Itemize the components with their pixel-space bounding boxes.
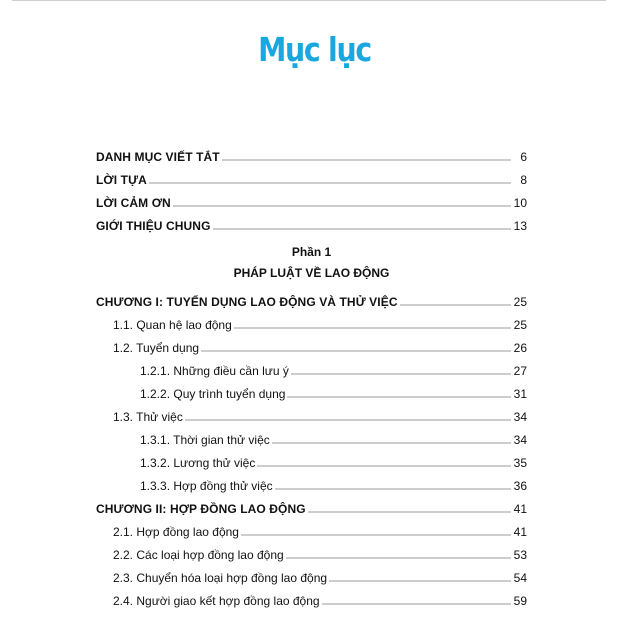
toc-page-number: 26 — [513, 341, 527, 355]
toc-page-number: 34 — [513, 433, 527, 447]
toc-label: LỜI TỰA — [96, 173, 147, 187]
toc-entry-2-3 — [96, 562, 527, 585]
toc-page-number: 36 — [513, 479, 527, 493]
toc-label: 1.3. Thử việc — [113, 410, 183, 424]
dot-leader — [272, 441, 511, 444]
table-of-contents — [96, 141, 527, 608]
toc-entry-gioi-thieu-chung — [96, 210, 527, 233]
dot-leader — [275, 487, 511, 490]
dot-leader — [173, 204, 511, 207]
spacer — [96, 233, 527, 242]
dot-leader — [241, 533, 511, 536]
toc-page-number: 6 — [520, 150, 527, 164]
toc-label: 1.3.1. Thời gian thử việc — [140, 433, 270, 447]
dot-leader — [400, 303, 511, 306]
dot-leader — [234, 326, 511, 329]
part-name: PHÁP LUẬT VỀ LAO ĐỘNG — [233, 266, 390, 280]
toc-page-number: 59 — [513, 594, 527, 608]
dot-leader — [286, 556, 511, 559]
toc-entry-1-3 — [96, 401, 527, 424]
toc-entry-1-3-1 — [96, 424, 527, 447]
dot-leader — [185, 418, 511, 421]
toc-entry-1-2 — [96, 332, 527, 355]
toc-label: 1.3.2. Lương thử việc — [140, 456, 256, 470]
toc-page-number: 54 — [513, 571, 527, 585]
toc-page-number: 53 — [513, 548, 527, 562]
toc-label: LỜI CẢM ƠN — [96, 196, 171, 210]
toc-entry-1-3-3 — [96, 470, 527, 493]
dot-leader — [213, 227, 511, 230]
toc-entry-chapter-1 — [96, 286, 527, 309]
dot-leader — [257, 464, 511, 467]
toc-label: 2.2. Các loại hợp đồng lao động — [113, 548, 284, 562]
toc-label: CHƯƠNG I: TUYỂN DỤNG LAO ĐỘNG VÀ THỬ VIỆC — [96, 295, 398, 309]
toc-entry-1-2-2 — [96, 378, 527, 401]
toc-page-number: 25 — [513, 295, 527, 309]
dot-leader — [329, 579, 511, 582]
toc-entry-2-4 — [96, 585, 527, 608]
page-title: Mục lục — [258, 30, 371, 69]
dot-leader — [287, 395, 511, 398]
toc-page-number: 8 — [520, 173, 527, 187]
toc-page-number: 13 — [513, 219, 527, 233]
toc-page-number: 41 — [513, 525, 527, 539]
toc-page-number: 31 — [513, 387, 527, 401]
toc-entry-loi-cam-on — [96, 187, 527, 210]
toc-page-number: 27 — [513, 364, 527, 378]
toc-label: 2.1. Hợp đồng lao động — [113, 525, 239, 539]
toc-label: 1.1. Quan hệ lao động — [113, 318, 232, 332]
toc-label: CHƯƠNG II: HỢP ĐỒNG LAO ĐỘNG — [96, 502, 306, 516]
dot-leader — [201, 349, 511, 352]
toc-label: 1.2.1. Những điều cần lưu ý — [140, 364, 289, 378]
toc-entry-loi-tua — [96, 164, 527, 187]
toc-label: DANH MỤC VIẾT TẮT — [96, 150, 220, 164]
dot-leader — [291, 372, 511, 375]
toc-entry-1-2-1 — [96, 355, 527, 378]
toc-entry-danh-muc-viet-tat — [96, 141, 527, 164]
toc-label: 1.2. Tuyển dụng — [113, 341, 200, 355]
toc-label: 2.3. Chuyển hóa loại hợp đồng lao động — [113, 571, 328, 585]
toc-page-number: 25 — [513, 318, 527, 332]
toc-label: GIỚI THIỆU CHUNG — [96, 219, 211, 233]
dot-leader — [308, 510, 511, 513]
toc-entry-1-1 — [96, 309, 527, 332]
part-number: Phần 1 — [291, 245, 332, 259]
toc-entry-chapter-2 — [96, 493, 527, 516]
toc-page-number: 10 — [513, 196, 527, 210]
toc-entry-1-3-2 — [96, 447, 527, 470]
toc-label: 2.4. Người giao kết hợp đồng lao động — [113, 594, 320, 608]
toc-entry-2-1 — [96, 516, 527, 539]
toc-entry-2-2 — [96, 539, 527, 562]
toc-page-number: 35 — [513, 456, 527, 470]
toc-page-number: 41 — [513, 502, 527, 516]
toc-label: 1.3.3. Hợp đồng thử việc — [140, 479, 273, 493]
dot-leader — [222, 158, 511, 161]
toc-page-number: 34 — [513, 410, 527, 424]
dot-leader — [322, 602, 511, 605]
dot-leader — [149, 181, 511, 184]
toc-label: 1.2.2. Quy trình tuyển dụng — [140, 387, 286, 401]
